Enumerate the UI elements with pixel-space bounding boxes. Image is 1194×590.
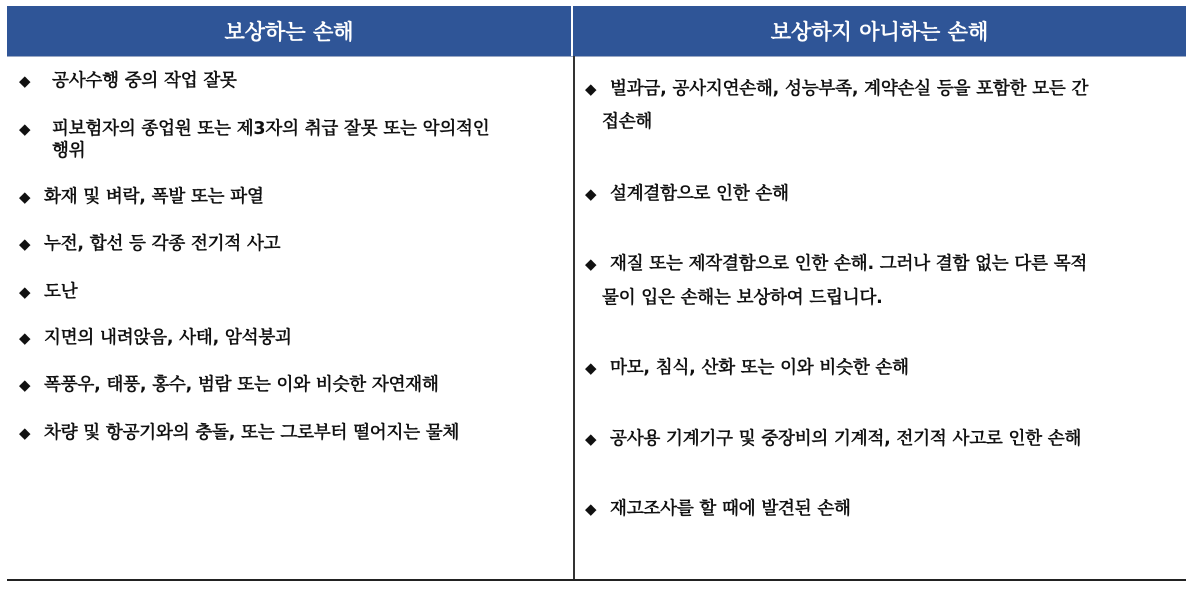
list-item-text: 피보험자의 종업원 또는 제3자의 취급 잘못 또는 악의적인: [52, 119, 490, 139]
black-diamond-icon: ◆: [19, 424, 31, 442]
black-diamond-icon: ◆: [585, 80, 597, 98]
table-header: [7, 6, 1186, 56]
list-item-text: 마모, 침식, 산화 또는 이와 비슷한 손해: [610, 358, 909, 378]
list-item-text-continued: 행위: [52, 141, 86, 161]
list-item-text: 차량 및 항공기와의 충돌, 또는 그로부터 떨어지는 물체: [44, 423, 460, 443]
black-diamond-icon: ◆: [585, 255, 597, 273]
coverage-table: [7, 6, 1186, 581]
black-diamond-icon: ◆: [585, 185, 597, 203]
header-not-covered: 보상하지 아니하는 손해: [770, 20, 989, 44]
black-diamond-icon: ◆: [19, 329, 31, 347]
black-diamond-icon: ◆: [19, 235, 31, 253]
black-diamond-icon: ◆: [585, 500, 597, 518]
black-diamond-icon: ◆: [19, 283, 31, 301]
list-item-text: 설계결함으로 인한 손해: [610, 184, 789, 204]
black-diamond-icon: ◆: [19, 376, 31, 394]
list-item-text: 재고조사를 할 때에 발견된 손해: [610, 499, 851, 519]
list-item-text: 지면의 내려앉음, 사태, 암석붕괴: [44, 328, 292, 348]
list-item-text: 화재 및 벼락, 폭발 또는 파열: [44, 187, 264, 207]
black-diamond-icon: ◆: [19, 120, 31, 138]
list-item-text: 공사수행 중의 작업 잘못: [52, 71, 237, 91]
black-diamond-icon: ◆: [19, 72, 31, 90]
list-item-text: 벌과금, 공사지연손해, 성능부족, 계약손실 등을 포함한 모든 간: [610, 79, 1089, 99]
list-item-text: 재질 또는 제작결함으로 인한 손해. 그러나 결함 없는 다른 목적: [610, 254, 1088, 274]
list-item-text: 도난: [44, 282, 78, 302]
list-item-text-continued: 접손해: [602, 112, 653, 132]
list-item-text-continued: 물이 입은 손해는 보상하여 드립니다.: [602, 288, 883, 308]
column-divider: [573, 56, 575, 579]
black-diamond-icon: ◆: [585, 359, 597, 377]
list-item-text: 공사용 기계기구 및 중장비의 기계적, 전기적 사고로 인한 손해: [610, 429, 1082, 449]
list-item-text: 누전, 합선 등 각종 전기적 사고: [44, 234, 281, 254]
header-covered: 보상하는 손해: [7, 6, 573, 56]
header-divider: [7, 56, 1186, 57]
black-diamond-icon: ◆: [585, 430, 597, 448]
black-diamond-icon: ◆: [19, 188, 31, 206]
list-item-text: 폭풍우, 태풍, 홍수, 범람 또는 이와 비슷한 자연재해: [44, 375, 439, 395]
